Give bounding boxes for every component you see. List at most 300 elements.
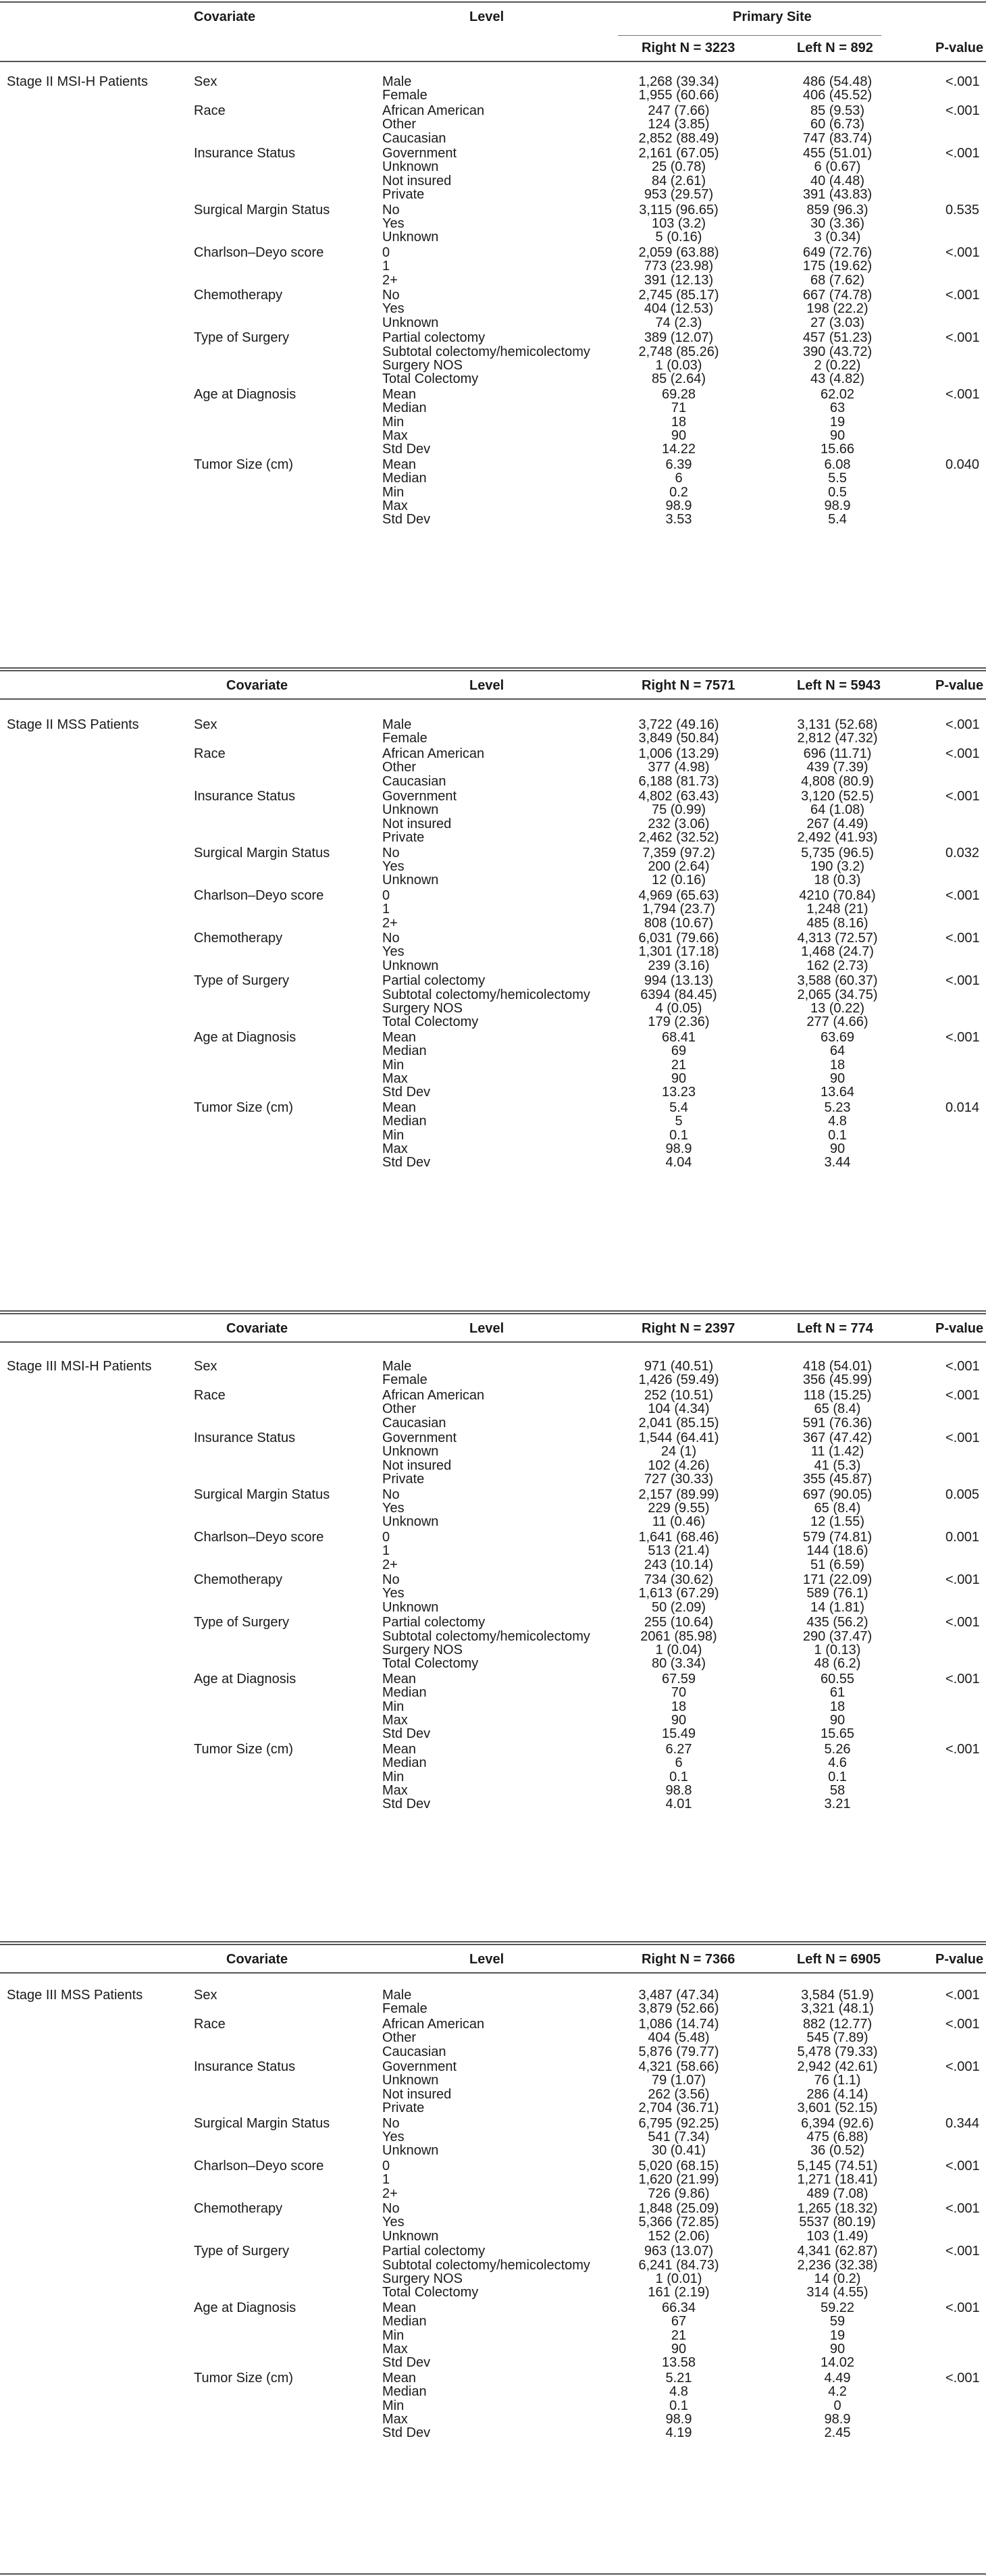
p-value: <.001 xyxy=(945,146,980,161)
level-cell: Max xyxy=(382,1071,408,1086)
right-cell: 2,748 (85.26) xyxy=(638,344,719,359)
covariate-name: Tumor Size (cm) xyxy=(194,1100,294,1115)
left-cell: 2,236 (32.38) xyxy=(797,2257,878,2273)
right-cell: 13.23 xyxy=(661,1085,696,1100)
level-cell: Median xyxy=(382,401,427,416)
level-cell: Partial colectomy xyxy=(382,1615,486,1630)
left-cell: 356 (45.99) xyxy=(802,1372,873,1388)
right-cell: 67.59 xyxy=(661,1671,696,1686)
right-cell: 1 (0.03) xyxy=(655,358,702,373)
left-cell: 103 (1.49) xyxy=(806,2228,868,2244)
left-cell: 457 (51.23) xyxy=(802,330,873,346)
level-cell: African American xyxy=(382,103,485,118)
right-cell: 4.19 xyxy=(665,2425,692,2441)
right-cell: 1,268 (39.34) xyxy=(638,74,719,89)
level-cell: African American xyxy=(382,1387,485,1403)
covariate-name: Chemotherapy xyxy=(194,288,283,303)
left-cell: 198 (22.2) xyxy=(806,301,868,317)
covariate-name: Tumor Size (cm) xyxy=(194,457,294,472)
left-cell: 367 (47.42) xyxy=(802,1431,873,1445)
covariate-name: Age at Diagnosis xyxy=(194,1671,296,1686)
right-cell: 734 (30.62) xyxy=(644,1572,714,1587)
p-value: 0.344 xyxy=(945,2115,980,2131)
level-cell: No xyxy=(382,1487,400,1502)
right-cell: 98.9 xyxy=(665,1141,692,1156)
p-value: <.001 xyxy=(945,1359,980,1374)
p-value: <.001 xyxy=(945,2300,980,2315)
right-cell: 4.8 xyxy=(669,2384,688,2400)
right-cell: 70 xyxy=(671,1685,687,1701)
left-cell: 5,145 (74.51) xyxy=(797,2158,878,2173)
covariate-name: Race xyxy=(194,1387,226,1403)
right-cell: 1,794 (23.7) xyxy=(642,902,715,917)
covariate-name: Surgical Margin Status xyxy=(194,845,330,860)
covariate-name: Tumor Size (cm) xyxy=(194,1741,294,1757)
left-cell: 2,065 (34.75) xyxy=(797,987,878,1002)
level-cell: Total Colectomy xyxy=(382,2285,479,2300)
p-value: 0.014 xyxy=(945,1100,980,1115)
right-cell: 75 (0.99) xyxy=(651,802,706,818)
level-cell: Std Dev xyxy=(382,1155,431,1170)
left-cell: 12 (1.55) xyxy=(810,1514,865,1530)
left-cell: 6.08 xyxy=(824,457,851,472)
right-cell: 1,006 (13.29) xyxy=(638,746,719,761)
level-cell: Caucasian xyxy=(382,1415,446,1431)
left-cell: 85 (9.53) xyxy=(810,103,865,118)
right-cell: 104 (4.34) xyxy=(648,1401,710,1417)
level-cell: Median xyxy=(382,471,427,486)
right-cell: 69.28 xyxy=(661,386,696,402)
left-cell: 27 (3.03) xyxy=(810,315,865,330)
level-cell: Median xyxy=(382,2384,427,2400)
level-cell: Male xyxy=(382,1988,412,2003)
left-cell: 19 xyxy=(829,414,846,430)
p-value: <.001 xyxy=(945,244,980,260)
left-cell: 475 (6.88) xyxy=(806,2130,868,2144)
right-cell: 5 xyxy=(675,1114,683,1129)
right-cell: 30 (0.41) xyxy=(651,2143,706,2159)
right-cell: 2,161 (67.05) xyxy=(638,146,719,161)
left-cell: 882 (12.77) xyxy=(802,2016,873,2032)
level-cell: Other xyxy=(382,760,417,775)
p-value: <.001 xyxy=(945,931,980,946)
left-cell: 0.1 xyxy=(828,1769,847,1784)
left-cell: 3,120 (52.5) xyxy=(801,789,874,804)
left-cell: 60 (6.73) xyxy=(810,117,865,132)
left-cell: 30 (3.36) xyxy=(810,216,865,231)
right-cell: 66.34 xyxy=(661,2300,696,2315)
primary-site-header: Primary Site xyxy=(733,9,812,24)
p-value: <.001 xyxy=(945,74,980,89)
p-value: <.001 xyxy=(945,1741,980,1757)
right-cell: 79 (1.07) xyxy=(651,2073,706,2088)
level-cell: No xyxy=(382,1572,400,1587)
left-n-header: Left N = 6905 xyxy=(797,1952,881,1967)
level-cell: Total Colectomy xyxy=(382,1656,479,1672)
level-cell: Mean xyxy=(382,1671,417,1686)
section-bottom-rule xyxy=(0,1310,986,1312)
right-cell: 90 xyxy=(671,428,687,443)
right-cell: 6 xyxy=(675,471,683,486)
level-cell: Male xyxy=(382,1359,412,1374)
p-value: <.001 xyxy=(945,1671,980,1686)
left-cell: 4.6 xyxy=(828,1755,847,1771)
level-cell: Total Colectomy xyxy=(382,371,479,387)
right-cell: 12 (0.16) xyxy=(651,873,706,888)
level-cell: Female xyxy=(382,731,427,746)
left-cell: 3.21 xyxy=(824,1797,851,1812)
level-cell: Female xyxy=(382,1372,427,1388)
pvalue-header: P-value xyxy=(935,41,984,55)
section-bottom-rule xyxy=(0,2573,986,2575)
left-cell: 435 (56.2) xyxy=(806,1615,868,1630)
right-cell: 90 xyxy=(671,1713,687,1728)
left-cell: 18 xyxy=(829,1057,846,1073)
level-header: Level xyxy=(469,678,504,693)
left-cell: 4210 (70.84) xyxy=(799,887,876,903)
p-value: <.001 xyxy=(945,330,980,346)
left-cell: 0 xyxy=(833,2398,841,2413)
covariate-name: Charlson–Deyo score xyxy=(194,244,324,260)
p-value: <.001 xyxy=(945,386,980,402)
left-cell: 591 (76.36) xyxy=(802,1415,873,1431)
level-cell: Mean xyxy=(382,1029,417,1045)
right-cell: 389 (12.07) xyxy=(644,330,714,346)
right-cell: 1,544 (64.41) xyxy=(638,1431,719,1445)
level-cell: Max xyxy=(382,2412,408,2427)
right-cell: 255 (10.64) xyxy=(644,1615,714,1630)
level-cell: Private xyxy=(382,187,425,203)
right-cell: 3,849 (50.84) xyxy=(638,731,719,746)
left-cell: 5.26 xyxy=(824,1741,851,1757)
level-cell: Not insured xyxy=(382,173,452,188)
left-cell: 0.5 xyxy=(828,484,847,500)
right-cell: 1,613 (67.29) xyxy=(638,1586,719,1601)
level-cell: Unknown xyxy=(382,1599,439,1615)
right-cell: 4,969 (65.63) xyxy=(638,887,719,903)
level-cell: Government xyxy=(382,2059,457,2074)
level-header: Level xyxy=(469,1321,504,1336)
level-cell: Max xyxy=(382,1713,408,1728)
right-cell: 6,188 (81.73) xyxy=(638,773,719,789)
right-cell: 1,426 (59.49) xyxy=(638,1372,719,1388)
level-cell: Government xyxy=(382,789,457,804)
left-cell: 162 (2.73) xyxy=(806,958,868,973)
left-cell: 5,478 (79.33) xyxy=(797,2044,878,2059)
level-cell: Median xyxy=(382,2314,427,2329)
left-cell: 60.55 xyxy=(820,1671,855,1686)
level-cell: Female xyxy=(382,2001,427,2017)
right-cell: 80 (3.34) xyxy=(651,1656,706,1672)
right-cell: 404 (5.48) xyxy=(648,2030,710,2046)
left-cell: 98.9 xyxy=(824,2412,851,2427)
left-cell: 6 (0.67) xyxy=(814,159,861,175)
left-cell: 36 (0.52) xyxy=(810,2143,865,2159)
right-cell: 98.8 xyxy=(665,1783,692,1798)
right-cell: 3,487 (47.34) xyxy=(638,1988,719,2003)
section-bottom-rule xyxy=(0,667,986,669)
level-cell: Female xyxy=(382,88,427,103)
left-cell: 6,394 (92.6) xyxy=(801,2115,874,2131)
level-cell: Surgery NOS xyxy=(382,1643,463,1657)
level-cell: Other xyxy=(382,2030,417,2046)
left-cell: 579 (74.81) xyxy=(802,1529,873,1545)
left-cell: 13.64 xyxy=(820,1085,855,1100)
level-cell: Mean xyxy=(382,386,417,402)
level-cell: Min xyxy=(382,1769,405,1784)
right-cell: 85 (2.64) xyxy=(651,371,706,387)
level-cell: Max xyxy=(382,428,408,443)
left-cell: 3,584 (51.9) xyxy=(801,1988,874,2003)
left-cell: 2,812 (47.32) xyxy=(797,731,878,746)
left-cell: 485 (8.16) xyxy=(806,915,868,931)
covariate-name: Type of Surgery xyxy=(194,2244,290,2259)
header-bottom-rule xyxy=(0,61,986,62)
covariate-name: Age at Diagnosis xyxy=(194,1029,296,1045)
right-cell: 377 (4.98) xyxy=(648,760,710,775)
left-cell: 175 (19.62) xyxy=(802,259,873,274)
right-cell: 247 (7.66) xyxy=(648,103,710,118)
level-cell: Total Colectomy xyxy=(382,1014,479,1030)
right-cell: 21 xyxy=(671,2327,687,2343)
level-cell: Other xyxy=(382,117,417,132)
left-cell: 41 (5.3) xyxy=(814,1458,861,1473)
right-cell: 726 (9.86) xyxy=(648,2186,710,2201)
right-cell: 50 (2.09) xyxy=(651,1599,706,1615)
level-cell: Min xyxy=(382,2327,405,2343)
covariate-name: Charlson–Deyo score xyxy=(194,1529,324,1545)
left-cell: 18 (0.3) xyxy=(814,873,861,888)
level-cell: Mean xyxy=(382,1741,417,1757)
right-cell: 15.49 xyxy=(661,1726,696,1742)
level-cell: No xyxy=(382,288,400,303)
level-cell: Min xyxy=(382,2398,405,2413)
right-cell: 0.2 xyxy=(669,484,688,500)
left-cell: 14 (0.2) xyxy=(814,2271,861,2286)
level-cell: Unknown xyxy=(382,1444,439,1460)
left-cell: 649 (72.76) xyxy=(802,244,873,260)
p-value: <.001 xyxy=(945,973,980,989)
left-cell: 68 (7.62) xyxy=(810,272,865,288)
right-cell: 6,241 (84.73) xyxy=(638,2257,719,2273)
level-cell: Yes xyxy=(382,1586,405,1601)
right-cell: 6394 (84.45) xyxy=(640,987,717,1002)
right-cell: 11 (0.46) xyxy=(652,1514,706,1530)
level-cell: 2+ xyxy=(382,2186,398,2201)
covariate-name: Surgical Margin Status xyxy=(194,1487,330,1502)
covariate-name: Charlson–Deyo score xyxy=(194,2158,324,2173)
covariate-name: Insurance Status xyxy=(194,1431,296,1445)
p-value: 0.040 xyxy=(945,457,980,472)
right-cell: 229 (9.55) xyxy=(648,1501,710,1516)
covariate-name: Type of Surgery xyxy=(194,1615,290,1630)
level-cell: Mean xyxy=(382,2300,417,2315)
level-cell: Unknown xyxy=(382,230,439,245)
level-cell: Unknown xyxy=(382,958,439,973)
level-cell: Min xyxy=(382,1057,405,1073)
covariate-name: Sex xyxy=(194,717,217,732)
left-cell: 64 (1.08) xyxy=(810,802,865,818)
right-cell: 24 (1) xyxy=(660,1444,697,1460)
right-cell: 994 (13.13) xyxy=(644,973,714,989)
left-cell: 696 (11.71) xyxy=(803,746,872,761)
level-cell: 0 xyxy=(382,244,390,260)
covariate-header: Covariate xyxy=(226,1952,288,1967)
level-cell: Unknown xyxy=(382,2073,439,2088)
right-cell: 727 (30.33) xyxy=(644,1472,714,1487)
section-bottom-rule xyxy=(0,1941,986,1942)
right-cell: 239 (3.16) xyxy=(648,958,710,973)
right-cell: 84 (2.61) xyxy=(651,173,706,188)
right-cell: 1,641 (68.46) xyxy=(638,1529,719,1545)
section-top-rule xyxy=(0,1313,986,1314)
level-cell: Surgery NOS xyxy=(382,358,463,373)
level-cell: Std Dev xyxy=(382,1085,431,1100)
level-cell: Std Dev xyxy=(382,2425,431,2441)
level-cell: Government xyxy=(382,1431,457,1445)
level-cell: Unknown xyxy=(382,1514,439,1530)
right-cell: 98.9 xyxy=(665,498,692,513)
level-cell: Not insured xyxy=(382,2086,452,2102)
level-cell: 2+ xyxy=(382,1557,398,1572)
right-cell: 2,059 (63.88) xyxy=(638,244,719,260)
right-cell: 773 (23.98) xyxy=(644,259,714,274)
left-cell: 355 (45.87) xyxy=(802,1472,873,1487)
level-cell: African American xyxy=(382,2016,485,2032)
p-value: <.001 xyxy=(945,2016,980,2032)
section-label: Stage II MSS Patients xyxy=(7,717,139,732)
pvalue-header: P-value xyxy=(935,678,984,693)
level-cell: 2+ xyxy=(382,272,398,288)
level-cell: Unknown xyxy=(382,2228,439,2244)
level-cell: Std Dev xyxy=(382,2355,431,2371)
level-cell: Min xyxy=(382,1127,405,1143)
left-cell: 40 (4.48) xyxy=(810,173,865,188)
left-cell: 4,808 (80.9) xyxy=(801,773,874,789)
level-cell: Mean xyxy=(382,1100,417,1115)
right-cell: 953 (29.57) xyxy=(644,187,714,203)
left-cell: 15.65 xyxy=(820,1726,855,1742)
header-bottom-rule xyxy=(0,698,986,700)
right-cell: 67 xyxy=(671,2314,687,2329)
left-cell: 90 xyxy=(829,1141,846,1156)
left-cell: 90 xyxy=(829,1071,846,1086)
covariate-name: Race xyxy=(194,2016,226,2032)
left-cell: 277 (4.66) xyxy=(806,1014,868,1030)
right-cell: 3.53 xyxy=(665,512,692,527)
p-value: <.001 xyxy=(945,746,980,761)
left-cell: 51 (6.59) xyxy=(810,1557,865,1572)
level-cell: Median xyxy=(382,1114,427,1129)
left-cell: 390 (43.72) xyxy=(802,344,873,359)
level-cell: Not insured xyxy=(382,816,452,831)
left-cell: 5537 (80.19) xyxy=(799,2215,876,2230)
p-value: <.001 xyxy=(945,789,980,804)
covariate-name: Type of Surgery xyxy=(194,330,290,346)
level-cell: African American xyxy=(382,746,485,761)
level-header: Level xyxy=(469,1952,504,1967)
level-cell: Unknown xyxy=(382,2143,439,2159)
level-cell: Max xyxy=(382,498,408,513)
left-cell: 14.02 xyxy=(820,2355,855,2371)
left-cell: 118 (15.25) xyxy=(803,1387,872,1403)
left-cell: 4.2 xyxy=(828,2384,847,2400)
section-label: Stage III MSS Patients xyxy=(7,1988,143,2003)
level-cell: No xyxy=(382,845,400,860)
covariate-name: Sex xyxy=(194,1359,217,1374)
right-cell: 4.04 xyxy=(665,1155,692,1170)
right-cell: 262 (3.56) xyxy=(648,2086,710,2102)
level-cell: Yes xyxy=(382,859,405,874)
right-cell: 3,722 (49.16) xyxy=(638,717,719,732)
left-cell: 859 (96.3) xyxy=(806,202,868,217)
covariate-header: Covariate xyxy=(226,1321,288,1336)
left-cell: 43 (4.82) xyxy=(810,371,865,387)
p-value: <.001 xyxy=(945,2158,980,2173)
level-cell: Surgery NOS xyxy=(382,2271,463,2286)
right-cell: 161 (2.19) xyxy=(648,2285,710,2300)
left-cell: 76 (1.1) xyxy=(814,2073,861,2088)
p-value: <.001 xyxy=(945,2059,980,2074)
right-cell: 4 (0.05) xyxy=(655,1001,702,1016)
p-value: <.001 xyxy=(945,1431,980,1445)
p-value: 0.005 xyxy=(945,1487,980,1502)
right-cell: 5.21 xyxy=(665,2370,692,2386)
right-cell: 808 (10.67) xyxy=(644,915,714,931)
left-cell: 13 (0.22) xyxy=(810,1001,865,1016)
right-cell: 98.9 xyxy=(665,2412,692,2427)
level-cell: Subtotal colectomy/hemicolectomy xyxy=(382,1628,590,1644)
level-cell: Private xyxy=(382,2101,425,2116)
right-cell: 25 (0.78) xyxy=(651,159,706,175)
left-cell: 3,321 (48.1) xyxy=(801,2001,874,2017)
level-cell: Subtotal colectomy/hemicolectomy xyxy=(382,344,590,359)
left-cell: 59.22 xyxy=(820,2300,855,2315)
level-cell: Caucasian xyxy=(382,130,446,146)
right-cell: 2,157 (89.99) xyxy=(638,1487,719,1502)
right-cell: 1,086 (14.74) xyxy=(638,2016,719,2032)
left-n-header: Left N = 774 xyxy=(797,1321,873,1336)
header-bottom-rule xyxy=(0,1341,986,1343)
left-cell: 98.9 xyxy=(824,498,851,513)
right-cell: 6,031 (79.66) xyxy=(638,931,719,946)
covariate-name: Sex xyxy=(194,1988,217,2003)
right-cell: 18 xyxy=(671,414,687,430)
left-cell: 64 xyxy=(829,1044,846,1059)
right-cell: 18 xyxy=(671,1699,687,1714)
left-cell: 48 (6.2) xyxy=(814,1656,861,1672)
right-cell: 5 (0.16) xyxy=(655,230,702,245)
left-cell: 0.1 xyxy=(828,1127,847,1143)
level-cell: Unknown xyxy=(382,315,439,330)
section-top-rule xyxy=(0,670,986,671)
covariate-name: Insurance Status xyxy=(194,789,296,804)
left-cell: 3.44 xyxy=(824,1155,851,1170)
right-cell: 513 (21.4) xyxy=(648,1543,710,1559)
covariate-name: Age at Diagnosis xyxy=(194,2300,296,2315)
p-value: <.001 xyxy=(945,1387,980,1403)
level-cell: Yes xyxy=(382,301,405,317)
covariate-name: Charlson–Deyo score xyxy=(194,887,324,903)
right-n-header: Right N = 7571 xyxy=(642,678,735,693)
primary-site-rule xyxy=(618,35,881,36)
level-cell: Max xyxy=(382,1783,408,1798)
right-cell: 69 xyxy=(671,1044,687,1059)
level-cell: No xyxy=(382,2115,400,2131)
left-cell: 455 (51.01) xyxy=(802,146,873,161)
right-cell: 391 (12.13) xyxy=(644,272,714,288)
right-cell: 68.41 xyxy=(661,1029,696,1045)
